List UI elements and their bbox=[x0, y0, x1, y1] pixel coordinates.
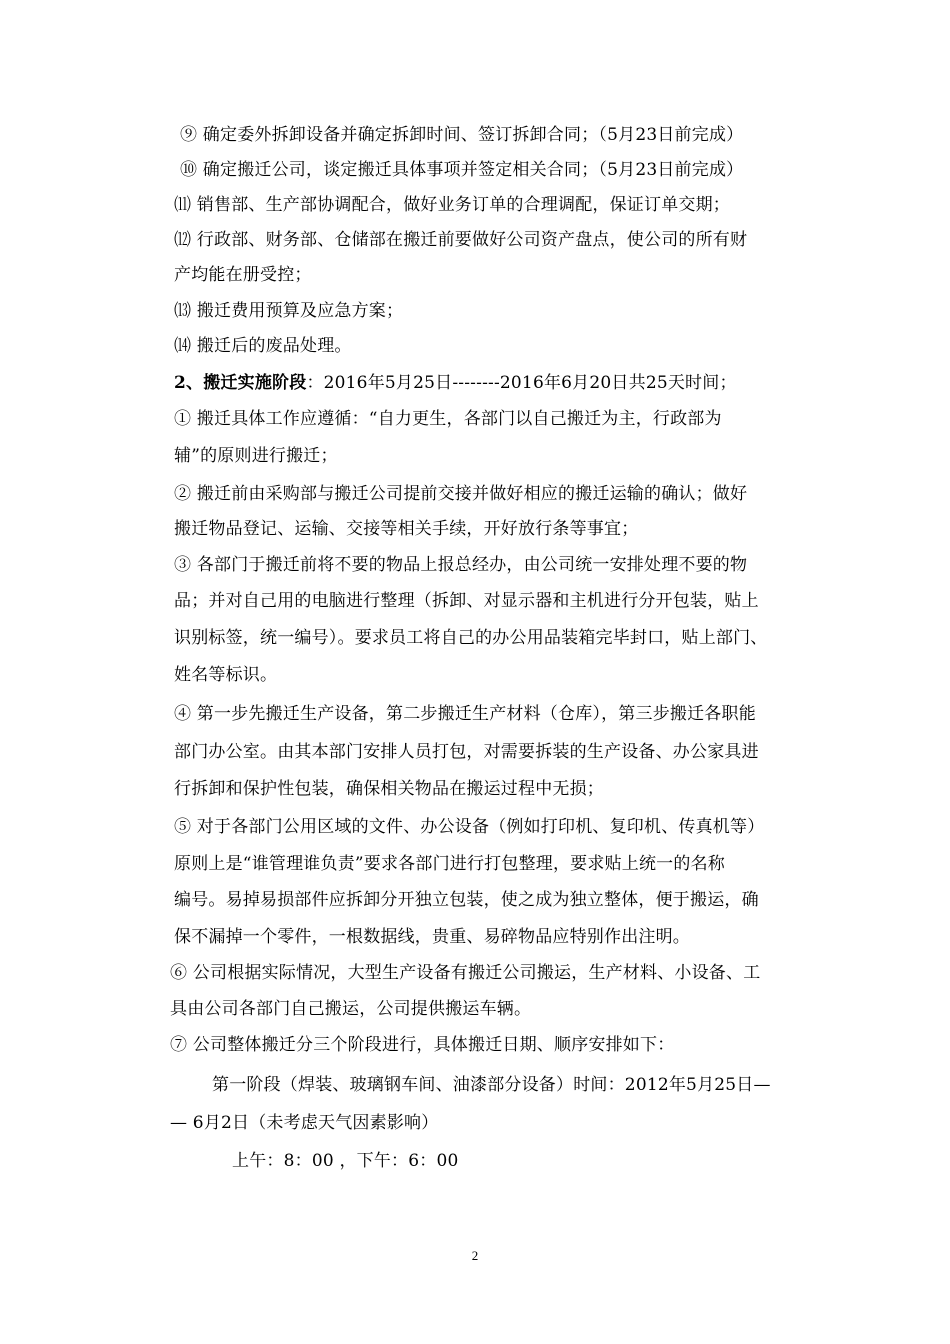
working-hours: 上午：8：00 ，下午：6：00 bbox=[232, 1151, 459, 1171]
step-7: ⑦ 公司整体搬迁分三个阶段进行，具体搬迁日期、顺序安排如下： bbox=[170, 1035, 675, 1055]
step-3-continuation-1: 品；并对自己用的电脑进行整理（拆卸、对显示器和主机进行分开包装，贴上 bbox=[174, 591, 759, 611]
step-5-continuation-3: 保不漏掉一个零件，一根数据线，贵重、易碎物品应特别作出注明。 bbox=[174, 927, 690, 947]
step-3: ③ 各部门于搬迁前将不要的物品上报总经办，由公司统一安排处理不要的物 bbox=[174, 555, 748, 575]
step-1-continuation: 辅”的原则进行搬迁； bbox=[174, 446, 338, 466]
step-2: ② 搬迁前由采购部与搬迁公司提前交接并做好相应的搬迁运输的确认；做好 bbox=[174, 484, 748, 504]
section-heading-line bbox=[174, 372, 737, 394]
step-5-continuation-2: 编号。易掉易损部件应拆卸分开独立包装，使之成为独立整体，便于搬运，确 bbox=[174, 890, 759, 910]
list-item-9: ⑨ 确定委外拆卸设备并确定拆卸时间、签订拆卸合同；（5月23日前完成） bbox=[180, 125, 744, 145]
step-3-continuation-3: 姓名等标识。 bbox=[174, 665, 278, 685]
step-4: ④ 第一步先搬迁生产设备，第二步搬迁生产材料（仓库），第三步搬迁各职能 bbox=[174, 704, 756, 724]
list-item-10: ⑩ 确定搬迁公司，谈定搬迁具体事项并签定相关合同；（5月23日前完成） bbox=[180, 160, 744, 180]
step-5-continuation-1: 原则上是“谁管理谁负责”要求各部门进行打包整理，要求贴上统一的名称 bbox=[174, 854, 725, 874]
step-6: ⑥ 公司根据实际情况，大型生产设备有搬迁公司搬运，生产材料、小设备、工 bbox=[170, 963, 761, 983]
step-5: ⑤ 对于各部门公用区域的文件、办公设备（例如打印机、复印机、传真机等） bbox=[174, 817, 765, 837]
phase-1-schedule-continuation: — 6月2日（未考虑天气因素影响） bbox=[170, 1113, 439, 1133]
step-3-continuation-2: 识别标签，统一编号）。要求员工将自己的办公用品装箱完毕封口，贴上部门、 bbox=[174, 628, 768, 648]
section-heading: 2、搬迁实施阶段 bbox=[174, 373, 307, 393]
list-item-12: ⑿ 行政部、财务部、仓储部在搬迁前要做好公司资产盘点，使公司的所有财 bbox=[174, 230, 748, 250]
step-1: ① 搬迁具体工作应遵循：“自力更生，各部门以自己搬迁为主，行政部为 bbox=[174, 409, 722, 429]
step-6-continuation: 具由公司各部门自己搬运，公司提供搬运车辆。 bbox=[170, 999, 532, 1019]
step-4-continuation-2: 行拆卸和保护性包装，确保相关物品在搬运过程中无损； bbox=[174, 779, 604, 799]
step-4-continuation-1: 部门办公室。由其本部门安排人员打包，对需要拆装的生产设备、办公家具进 bbox=[174, 742, 759, 762]
list-item-11: ⑾ 销售部、生产部协调配合，做好业务订单的合理调配，保证订单交期； bbox=[174, 195, 731, 215]
step-2-continuation: 搬迁物品登记、运输、交接等相关手续，开好放行条等事宜； bbox=[174, 519, 639, 539]
list-item-13: ⒀ 搬迁费用预算及应急方案； bbox=[174, 301, 404, 321]
list-item-14: ⒁ 搬迁后的废品处理。 bbox=[174, 336, 352, 356]
phase-1-schedule: 第一阶段（焊装、玻璃钢车间、油漆部分设备）时间：2012年5月25日— bbox=[212, 1075, 771, 1095]
section-date-range: ：2016年5月25日--------2016年6月20日共25天时间； bbox=[306, 373, 737, 393]
list-item-12-continuation: 产均能在册受控； bbox=[174, 265, 312, 285]
page-number: 2 bbox=[471, 1248, 479, 1263]
